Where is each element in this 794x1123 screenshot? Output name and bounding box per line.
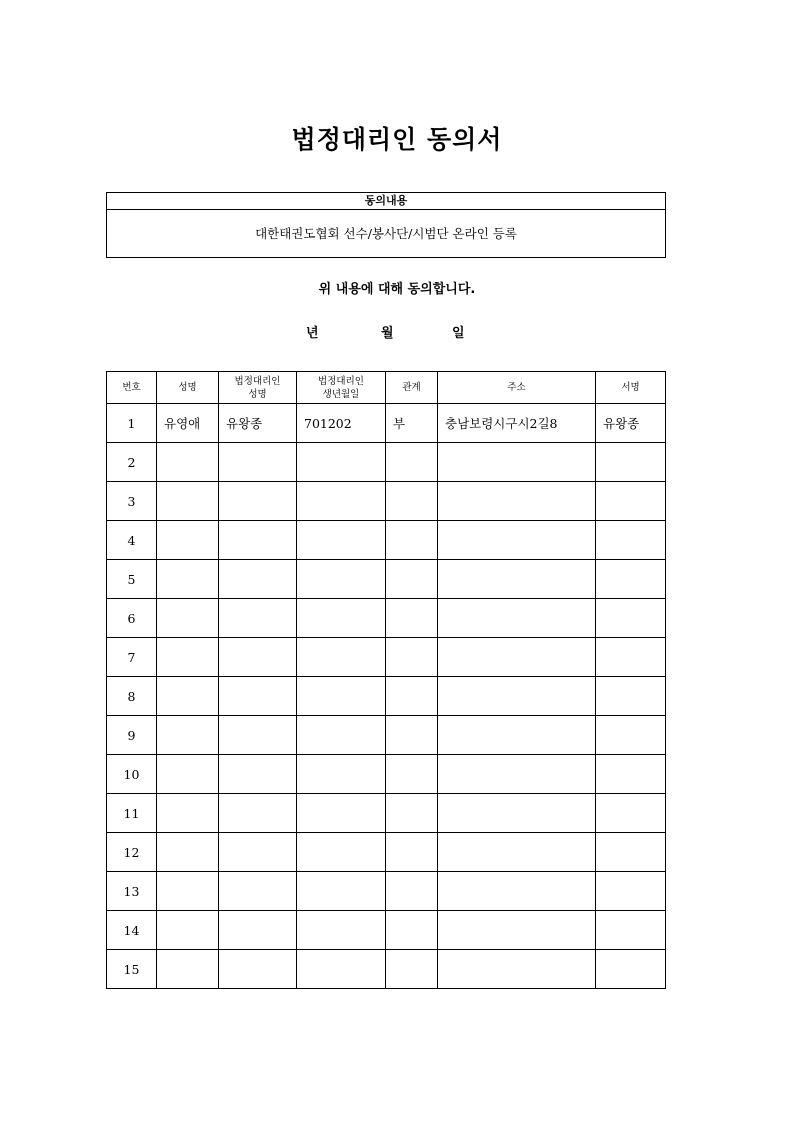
cell-guardian-dob[interactable]: [297, 599, 386, 638]
cell-guardian-name[interactable]: [219, 716, 297, 755]
cell-number[interactable]: 14: [107, 911, 157, 950]
cell-name[interactable]: [157, 521, 219, 560]
cell-address[interactable]: [438, 872, 596, 911]
cell-guardian-name[interactable]: [219, 677, 297, 716]
cell-address[interactable]: [438, 950, 596, 989]
cell-relation[interactable]: [386, 950, 438, 989]
cell-address[interactable]: [438, 755, 596, 794]
cell-guardian-dob[interactable]: [297, 560, 386, 599]
header-address: [438, 372, 596, 404]
cell-guardian-dob[interactable]: [297, 911, 386, 950]
table-row: [107, 638, 666, 677]
cell-relation[interactable]: [386, 833, 438, 872]
cell-signature[interactable]: [596, 755, 666, 794]
cell-relation[interactable]: [386, 872, 438, 911]
cell-guardian-dob[interactable]: [297, 482, 386, 521]
table-row: [107, 794, 666, 833]
cell-number[interactable]: 5: [107, 560, 157, 599]
cell-number[interactable]: 8: [107, 677, 157, 716]
cell-guardian-dob[interactable]: [297, 443, 386, 482]
date-day-label: 일: [452, 326, 465, 341]
table-row: [107, 833, 666, 872]
header-guardian-dob-line: 법정대리인: [318, 375, 364, 387]
header-guardian-name-line: 법정대리인: [234, 375, 281, 387]
cell-guardian-name[interactable]: [219, 443, 297, 482]
cell-guardian-dob[interactable]: [297, 833, 386, 872]
cell-relation[interactable]: [386, 443, 438, 482]
cell-number[interactable]: 1: [107, 404, 157, 443]
cell-name[interactable]: [157, 443, 219, 482]
cell-name[interactable]: [157, 794, 219, 833]
cell-signature[interactable]: [596, 794, 666, 833]
cell-number[interactable]: 15: [107, 950, 157, 989]
cell-relation[interactable]: [386, 794, 438, 833]
cell-number[interactable]: 12: [107, 833, 157, 872]
header-number-line: 번호: [122, 382, 141, 393]
header-signature: [596, 372, 666, 404]
cell-number[interactable]: 7: [107, 638, 157, 677]
cell-relation[interactable]: [386, 755, 438, 794]
cell-address[interactable]: [438, 521, 596, 560]
cell-address[interactable]: [438, 677, 596, 716]
table-row: [107, 716, 666, 755]
cell-name[interactable]: [157, 950, 219, 989]
cell-signature[interactable]: 유왕종: [596, 404, 666, 443]
cell-guardian-name[interactable]: [219, 482, 297, 521]
table-row: [107, 521, 666, 560]
cell-address[interactable]: [438, 560, 596, 599]
cell-address[interactable]: [438, 443, 596, 482]
cell-signature[interactable]: [596, 911, 666, 950]
cell-address[interactable]: 충남보령시구시2길8: [438, 404, 596, 443]
cell-address[interactable]: [438, 833, 596, 872]
cell-number[interactable]: 2: [107, 443, 157, 482]
consent-body: 대한태권도협회 선수/봉사단/시범단 온라인 등록: [255, 226, 517, 241]
cell-name[interactable]: [157, 911, 219, 950]
cell-name[interactable]: [157, 872, 219, 911]
table-row: [107, 677, 666, 716]
cell-signature[interactable]: [596, 638, 666, 677]
table-row: [107, 443, 666, 482]
cell-number[interactable]: 13: [107, 872, 157, 911]
cell-guardian-dob[interactable]: [297, 638, 386, 677]
cell-guardian-dob[interactable]: [297, 872, 386, 911]
cell-relation[interactable]: 부: [386, 404, 438, 443]
cell-signature[interactable]: [596, 677, 666, 716]
date-year-label: 년: [306, 326, 319, 341]
date-row: [0, 322, 794, 342]
cell-signature[interactable]: [596, 482, 666, 521]
cell-signature[interactable]: [596, 443, 666, 482]
cell-address[interactable]: [438, 482, 596, 521]
cell-name[interactable]: [157, 599, 219, 638]
cell-address[interactable]: [438, 716, 596, 755]
header-guardian-dob-line: 생년월일: [322, 388, 360, 400]
cell-relation[interactable]: [386, 716, 438, 755]
document-title: 법정대리인 동의서: [291, 125, 503, 154]
cell-guardian-dob[interactable]: [297, 755, 386, 794]
cell-address[interactable]: [438, 794, 596, 833]
cell-guardian-name[interactable]: [219, 794, 297, 833]
cell-guardian-name[interactable]: [219, 521, 297, 560]
cell-relation[interactable]: [386, 560, 438, 599]
cell-guardian-name[interactable]: [219, 950, 297, 989]
cell-relation[interactable]: [386, 482, 438, 521]
cell-relation[interactable]: [386, 911, 438, 950]
cell-relation[interactable]: [386, 638, 438, 677]
cell-guardian-name[interactable]: [219, 638, 297, 677]
cell-name[interactable]: [157, 560, 219, 599]
cell-name[interactable]: [157, 716, 219, 755]
header-guardian-dob: [297, 372, 386, 404]
header-name-line: 성명: [178, 382, 197, 393]
cell-guardian-dob[interactable]: [297, 950, 386, 989]
cell-guardian-dob[interactable]: 701202: [297, 404, 386, 443]
table-row: [107, 755, 666, 794]
table-row: [107, 599, 666, 638]
cell-number[interactable]: 3: [107, 482, 157, 521]
header-relation: [386, 372, 438, 404]
table-row: [107, 560, 666, 599]
agree-statement: 위 내용에 대해 동의합니다.: [318, 282, 476, 297]
cell-name[interactable]: [157, 482, 219, 521]
cell-guardian-dob[interactable]: [297, 677, 386, 716]
header-signature-line: 서명: [621, 382, 640, 393]
header-name: [157, 372, 219, 404]
cell-guardian-name[interactable]: [219, 599, 297, 638]
cell-name[interactable]: [157, 638, 219, 677]
cell-name[interactable]: [157, 677, 219, 716]
header-relation-line: 관계: [402, 382, 421, 393]
cell-guardian-name[interactable]: [219, 755, 297, 794]
cell-number[interactable]: 4: [107, 521, 157, 560]
consent-box: [106, 192, 666, 258]
cell-signature[interactable]: [596, 872, 666, 911]
cell-name[interactable]: 유영애: [157, 404, 219, 443]
cell-signature[interactable]: [596, 521, 666, 560]
cell-guardian-dob[interactable]: [297, 716, 386, 755]
header-guardian-name: [219, 372, 297, 404]
table-row: [107, 872, 666, 911]
cell-name[interactable]: [157, 755, 219, 794]
cell-guardian-name[interactable]: [219, 833, 297, 872]
consent-header: 동의내용: [107, 193, 665, 210]
cell-signature[interactable]: [596, 950, 666, 989]
cell-address[interactable]: [438, 638, 596, 677]
date-month-label: 월: [381, 326, 394, 341]
cell-guardian-name[interactable]: 유왕종: [219, 404, 297, 443]
cell-address[interactable]: [438, 911, 596, 950]
cell-guardian-name[interactable]: [219, 560, 297, 599]
cell-guardian-name[interactable]: [219, 872, 297, 911]
cell-number[interactable]: 9: [107, 716, 157, 755]
cell-guardian-dob[interactable]: [297, 794, 386, 833]
cell-relation[interactable]: [386, 521, 438, 560]
cell-guardian-dob[interactable]: [297, 521, 386, 560]
table-row: [107, 404, 666, 443]
cell-signature[interactable]: [596, 716, 666, 755]
cell-relation[interactable]: [386, 599, 438, 638]
cell-number[interactable]: 10: [107, 755, 157, 794]
cell-number[interactable]: 11: [107, 794, 157, 833]
header-guardian-name-line: 성명: [248, 388, 267, 400]
cell-name[interactable]: [157, 833, 219, 872]
table-row: [107, 911, 666, 950]
table-header-row: [107, 372, 666, 404]
header-address-line: 주소: [507, 382, 526, 393]
cell-signature[interactable]: [596, 833, 666, 872]
guardian-roster-table: [106, 371, 666, 989]
table-row: [107, 950, 666, 989]
cell-signature[interactable]: [596, 599, 666, 638]
table-row: [107, 482, 666, 521]
cell-number[interactable]: 6: [107, 599, 157, 638]
cell-address[interactable]: [438, 599, 596, 638]
cell-signature[interactable]: [596, 560, 666, 599]
table-body: [107, 404, 666, 989]
header-number: [107, 372, 157, 404]
cell-guardian-name[interactable]: [219, 911, 297, 950]
cell-relation[interactable]: [386, 677, 438, 716]
